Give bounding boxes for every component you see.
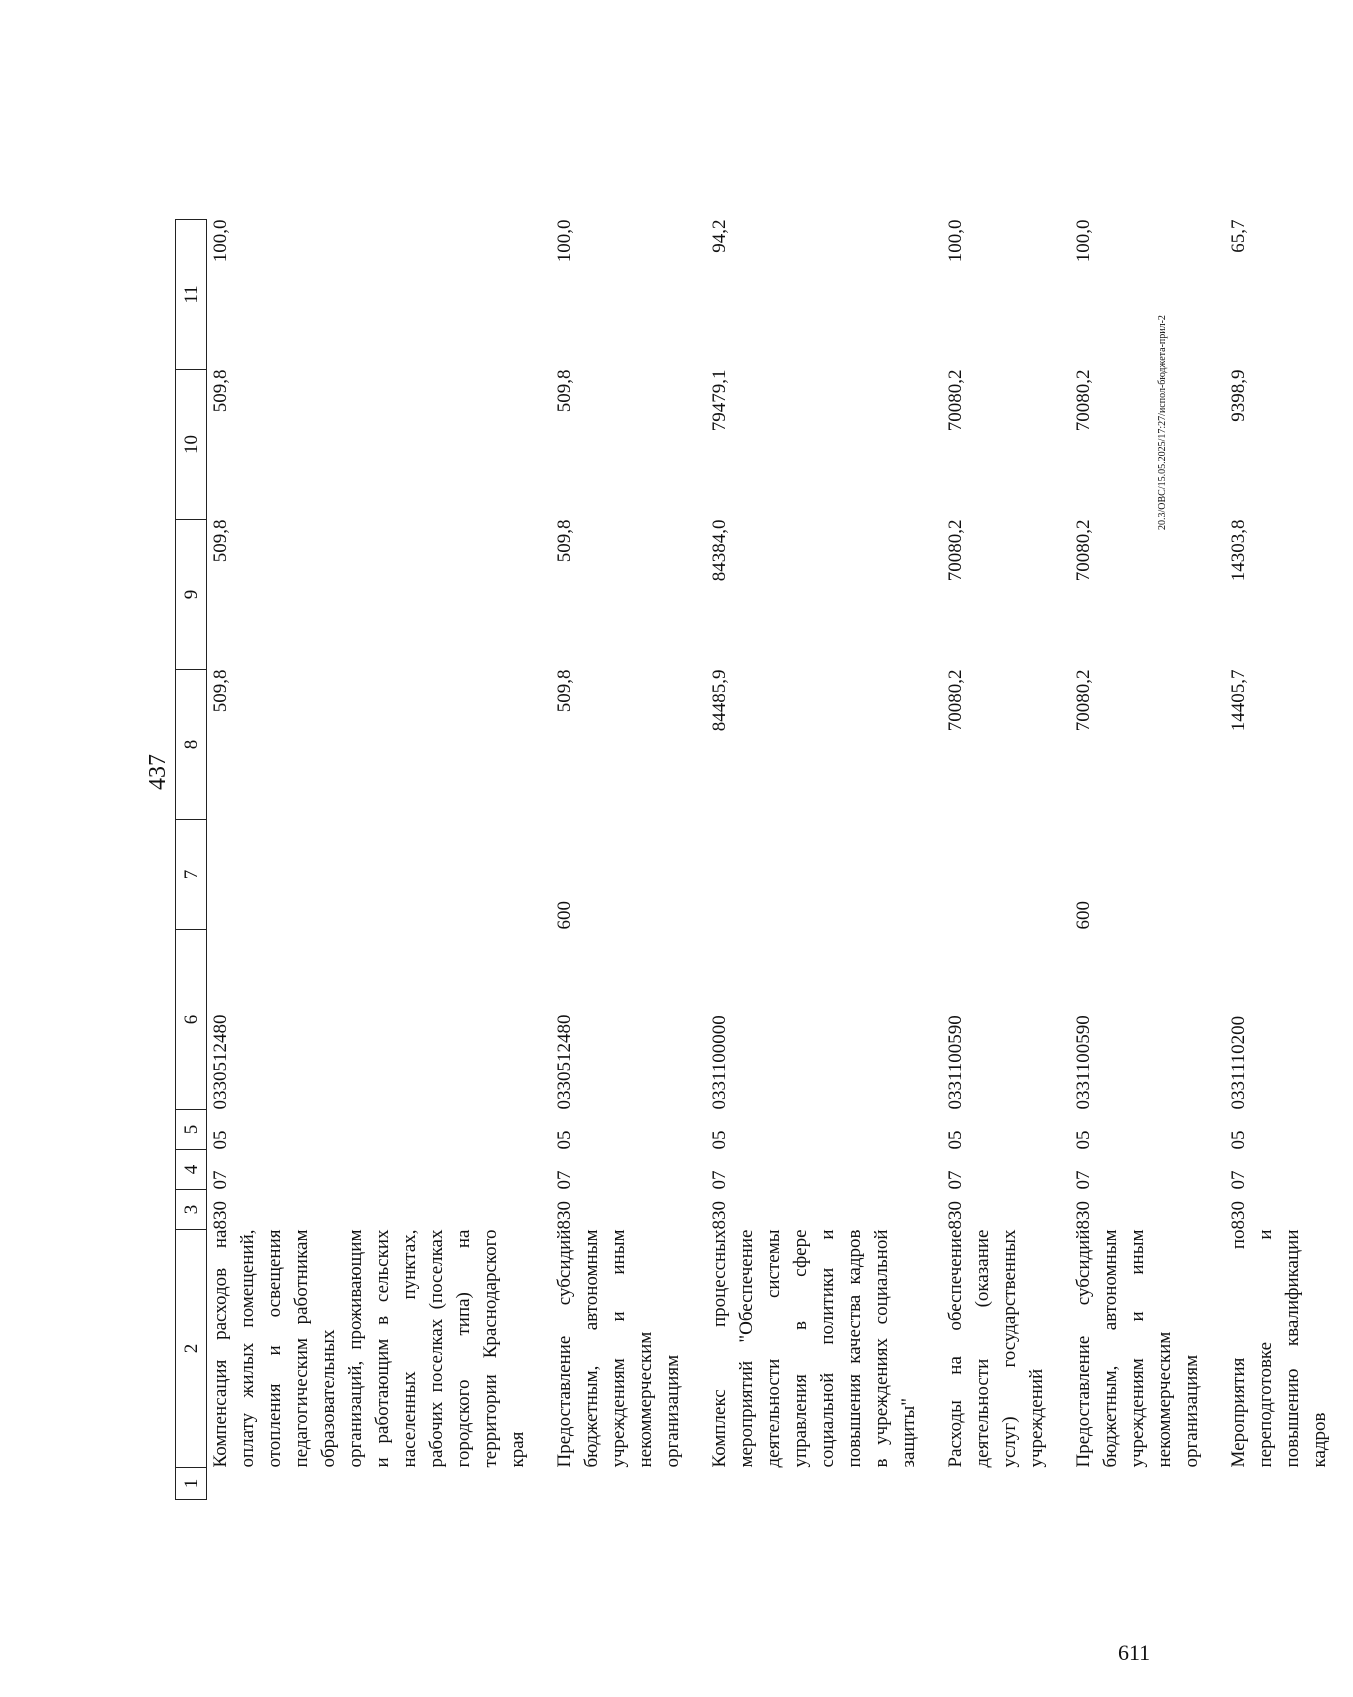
row-number-cell [942, 1468, 1070, 1500]
row-number-cell [551, 1468, 706, 1500]
row-value-9: 509,8 [554, 519, 575, 563]
row-value-11: 100,0 [210, 219, 231, 263]
row-value-10: 9398,9 [1228, 369, 1249, 422]
row-code-5: 05 [1073, 1130, 1094, 1150]
row-code-3: 830 [210, 1201, 231, 1230]
row-value-10: 70080,2 [945, 369, 966, 432]
header-cell-5: 5 [176, 1110, 207, 1150]
row-value-11: 100,0 [554, 219, 575, 263]
table-row [1225, 220, 1353, 1500]
row-value-10: 70080,2 [1073, 369, 1094, 432]
row-value-10: 509,8 [554, 369, 575, 413]
row-code-5: 05 [554, 1130, 575, 1150]
row-code-7 [1225, 820, 1353, 930]
row-code-4: 07 [709, 1170, 730, 1190]
row-code-4: 07 [1073, 1170, 1094, 1190]
row-code-7 [706, 820, 942, 930]
row-description: Компенсация расходов на оплату жилых помещений, отопления и освещения педагогическим работникам образовательных организаций, проживающим и работающим в сельских населенных пунктах, рабочих поселках (поселках городского типа) на территории Краснодарского края [210, 1229, 528, 1468]
row-number-cell [1225, 1468, 1353, 1500]
row-code-4: 07 [1228, 1170, 1249, 1190]
table-row [551, 220, 706, 1500]
rotated-page-content [135, 60, 1330, 1560]
row-code-6: 0330512480 [554, 1014, 575, 1110]
row-description: Предоставление субсидий бюджетным, автономным учреждениям и иным некоммерческим организациям [1073, 1229, 1202, 1468]
row-code-4: 07 [210, 1170, 231, 1190]
header-cell-8: 8 [176, 670, 207, 820]
row-code-3: 830 [1228, 1201, 1249, 1230]
row-code-5: 05 [709, 1130, 730, 1150]
header-cell-9: 9 [176, 520, 207, 670]
row-value-8: 14405,7 [1228, 669, 1249, 732]
row-value-9: 84384,0 [709, 519, 730, 582]
row-description: Расходы на обеспечение деятельности (оказание услуг) государственных учреждений [945, 1229, 1047, 1468]
row-code-7: 600 [1073, 901, 1094, 930]
row-code-3: 830 [945, 1201, 966, 1230]
header-cell-4: 4 [176, 1150, 207, 1190]
row-code-7 [942, 820, 1070, 930]
row-value-10: 79479,1 [709, 369, 730, 432]
table-row [942, 220, 1070, 1500]
row-description: Предоставление субсидий бюджетным, автономным учреждениям и иным некоммерческим организациям [554, 1229, 683, 1468]
header-cell-3: 3 [176, 1190, 207, 1230]
row-code-6: 0330512480 [210, 1014, 231, 1110]
header-cell-6: 6 [176, 930, 207, 1110]
header-row [176, 220, 207, 1500]
row-description: Мероприятия по переподготовке и повышению квалификации кадров [1228, 1229, 1330, 1468]
row-code-4: 07 [554, 1170, 575, 1190]
row-value-8: 70080,2 [1073, 669, 1094, 732]
row-value-9: 70080,2 [945, 519, 966, 582]
page-number: 611 [1118, 1640, 1151, 1665]
row-code-3: 830 [1073, 1201, 1094, 1230]
row-number-cell [207, 1468, 552, 1500]
row-code-7 [207, 820, 552, 930]
row-value-11: 94,2 [709, 219, 730, 253]
row-value-11: 100,0 [1073, 219, 1094, 263]
row-code-6: 0331110200 [1228, 1015, 1249, 1110]
row-code-7: 600 [554, 901, 575, 930]
row-number-cell [1070, 1468, 1225, 1500]
row-description: Комплекс процессных мероприятий "Обеспечение деятельности системы управления в сфере социальной политики и повышения качества кадров в учреждениях социальной защиты" [709, 1229, 919, 1468]
header-cell-10: 10 [176, 370, 207, 520]
row-value-11: 100,0 [945, 219, 966, 263]
sheet-number: 437 [145, 754, 171, 790]
row-code-3: 830 [709, 1201, 730, 1230]
row-number-cell [706, 1468, 942, 1500]
row-value-11: 65,7 [1228, 219, 1249, 253]
row-code-4: 07 [945, 1170, 966, 1190]
row-value-10: 509,8 [210, 369, 231, 413]
row-value-9: 509,8 [210, 519, 231, 563]
row-code-5: 05 [210, 1130, 231, 1150]
document-stamp: 20.3/ОВС/15.05.2025/17:27/испол-бюджета-прил-2 [1157, 315, 1168, 530]
row-value-9: 14303,8 [1228, 519, 1249, 582]
header-cell-2: 2 [176, 1230, 207, 1468]
header-cell-11: 11 [176, 220, 207, 370]
row-code-5: 05 [1228, 1130, 1249, 1150]
header-cell-7: 7 [176, 820, 207, 930]
header-cell-1: 1 [176, 1468, 207, 1500]
table-row [706, 220, 942, 1500]
row-value-8: 70080,2 [945, 669, 966, 732]
budget-table [175, 219, 1353, 1500]
row-value-8: 84485,9 [709, 669, 730, 732]
row-value-8: 509,8 [554, 669, 575, 713]
row-code-3: 830 [554, 1201, 575, 1230]
row-value-9: 70080,2 [1073, 519, 1094, 582]
table-row [207, 220, 552, 1500]
row-code-6: 0331100590 [1073, 1015, 1094, 1110]
row-code-5: 05 [945, 1130, 966, 1150]
row-value-8: 509,8 [210, 669, 231, 713]
row-code-6: 0331100000 [709, 1015, 730, 1110]
row-code-6: 0331100590 [945, 1015, 966, 1110]
table-row [1070, 220, 1225, 1500]
